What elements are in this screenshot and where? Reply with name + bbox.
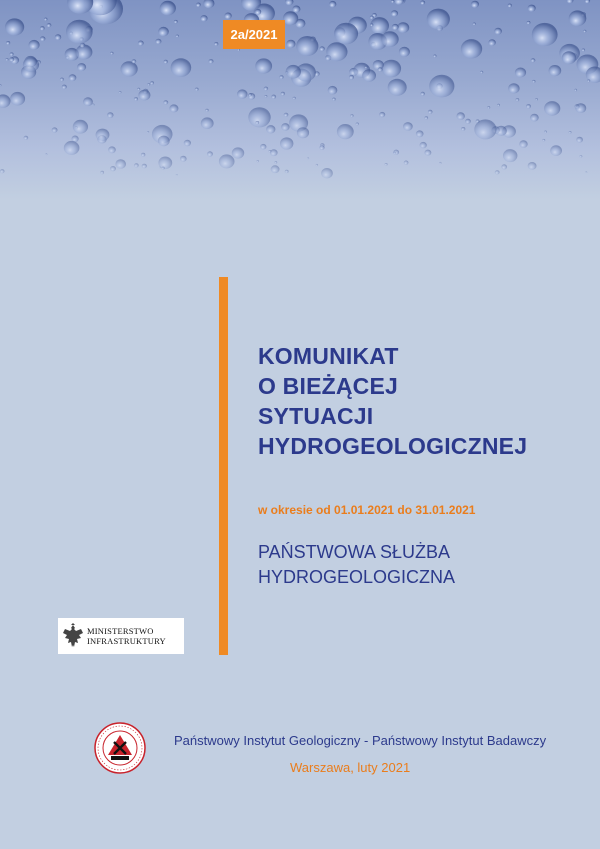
water-droplet bbox=[134, 97, 138, 101]
water-droplet bbox=[416, 130, 424, 137]
water-droplet bbox=[9, 57, 14, 61]
water-droplet bbox=[5, 18, 24, 35]
water-droplet bbox=[391, 0, 394, 3]
water-droplet bbox=[0, 169, 5, 173]
water-droplet bbox=[219, 154, 235, 168]
water-droplet bbox=[394, 0, 404, 5]
water-droplet bbox=[587, 79, 590, 82]
orange-accent-bar bbox=[219, 277, 228, 655]
water-droplet bbox=[385, 163, 388, 166]
water-droplet bbox=[174, 20, 178, 23]
water-droplet bbox=[574, 89, 577, 92]
water-droplet bbox=[203, 0, 214, 8]
water-droplet bbox=[232, 147, 244, 158]
water-droplet bbox=[286, 40, 295, 48]
water-droplet bbox=[519, 140, 527, 148]
water-droplet bbox=[495, 170, 500, 174]
water-droplet bbox=[544, 101, 560, 116]
water-droplet bbox=[195, 88, 199, 91]
water-droplet bbox=[532, 80, 535, 83]
water-droplet bbox=[370, 16, 374, 20]
water-droplet bbox=[429, 75, 454, 98]
water-droplet bbox=[425, 116, 429, 119]
water-droplet bbox=[160, 1, 176, 16]
water-droplet bbox=[214, 42, 218, 46]
water-droplet bbox=[269, 150, 272, 152]
report-title bbox=[258, 341, 527, 461]
water-droplet bbox=[115, 159, 126, 169]
water-droplet bbox=[528, 5, 536, 12]
water-droplet bbox=[420, 142, 427, 148]
water-droplets-banner bbox=[0, 0, 600, 200]
water-droplet bbox=[350, 114, 353, 117]
ministry-line: MINISTERSTWO bbox=[87, 626, 154, 636]
water-droplet bbox=[404, 161, 409, 165]
water-droplet bbox=[45, 153, 47, 155]
water-droplet bbox=[421, 92, 425, 96]
water-droplet bbox=[457, 112, 465, 120]
water-droplet bbox=[0, 84, 1, 86]
title-line: HYDROGEOLOGICZNEJ bbox=[258, 433, 528, 459]
reporting-period: w okresie od 01.01.2021 do 31.01.2021 bbox=[258, 503, 476, 517]
water-droplet bbox=[209, 59, 214, 63]
water-droplet bbox=[370, 23, 373, 26]
water-droplet bbox=[132, 59, 137, 63]
water-droplet bbox=[150, 81, 154, 84]
water-droplet bbox=[329, 1, 336, 8]
water-droplet bbox=[138, 90, 150, 101]
water-droplet bbox=[5, 58, 8, 61]
water-droplet bbox=[24, 136, 29, 140]
water-droplet bbox=[461, 127, 465, 131]
water-droplet bbox=[164, 60, 168, 64]
water-droplet bbox=[158, 136, 170, 147]
water-droplet bbox=[392, 24, 399, 30]
water-droplet bbox=[582, 49, 585, 52]
water-droplet bbox=[55, 34, 61, 40]
issue-number-badge: 2a/2021 bbox=[223, 20, 285, 49]
water-droplet bbox=[255, 58, 272, 73]
water-droplet bbox=[326, 42, 347, 61]
place-and-date: Warszawa, luty 2021 bbox=[290, 760, 411, 775]
water-droplet bbox=[585, 171, 587, 173]
water-droplet bbox=[110, 166, 116, 171]
water-droplet bbox=[488, 39, 495, 46]
water-droplet bbox=[527, 21, 531, 24]
water-droplet bbox=[497, 104, 500, 107]
water-droplet bbox=[108, 146, 116, 153]
water-droplet bbox=[425, 150, 432, 156]
water-droplet bbox=[176, 174, 178, 176]
water-droplet bbox=[362, 69, 376, 81]
water-droplet bbox=[271, 95, 276, 99]
water-droplet bbox=[562, 51, 576, 64]
water-droplet bbox=[550, 145, 562, 156]
water-droplet bbox=[265, 95, 268, 97]
water-droplet bbox=[163, 100, 168, 104]
water-droplet bbox=[137, 88, 140, 91]
water-droplet bbox=[569, 131, 572, 134]
water-droplet bbox=[176, 35, 179, 38]
water-droplet bbox=[284, 113, 289, 117]
water-droplet bbox=[535, 98, 538, 100]
water-droplet bbox=[134, 163, 139, 167]
water-droplet bbox=[69, 74, 77, 81]
water-droplet bbox=[40, 36, 45, 41]
droplets-illustration bbox=[0, 0, 600, 200]
water-droplet bbox=[356, 123, 359, 126]
water-droplet bbox=[393, 152, 396, 154]
water-droplet bbox=[332, 98, 336, 101]
water-droplet bbox=[248, 107, 270, 127]
water-droplet bbox=[420, 1, 425, 5]
water-droplet bbox=[515, 68, 526, 78]
water-droplet bbox=[382, 60, 401, 78]
ministry-logo bbox=[58, 618, 184, 654]
water-droplet bbox=[96, 129, 110, 141]
water-droplet bbox=[158, 157, 172, 170]
eagle-emblem-icon bbox=[62, 623, 84, 649]
water-droplet bbox=[292, 6, 300, 13]
water-droplet bbox=[480, 71, 483, 74]
water-droplet bbox=[532, 23, 558, 46]
water-droplet bbox=[205, 109, 208, 112]
water-droplet bbox=[501, 164, 507, 169]
water-droplet bbox=[473, 23, 476, 26]
water-droplet bbox=[77, 63, 86, 71]
water-droplet bbox=[297, 127, 309, 138]
water-droplet bbox=[10, 92, 25, 106]
water-droplet bbox=[349, 75, 354, 80]
water-droplet bbox=[439, 162, 441, 164]
water-droplet bbox=[100, 171, 104, 174]
water-droplet bbox=[0, 94, 11, 107]
water-droplet bbox=[285, 0, 293, 5]
water-droplet bbox=[180, 156, 187, 162]
water-droplet bbox=[321, 168, 333, 178]
service-name bbox=[258, 540, 455, 590]
water-droplet bbox=[542, 139, 545, 141]
water-droplet bbox=[52, 127, 58, 132]
water-droplet bbox=[433, 55, 436, 58]
water-droplet bbox=[337, 124, 354, 139]
water-droplet bbox=[24, 56, 37, 67]
water-droplet bbox=[296, 36, 318, 56]
water-droplet bbox=[428, 110, 433, 114]
water-droplet bbox=[29, 40, 40, 50]
water-droplet bbox=[158, 27, 169, 37]
water-droplet bbox=[66, 20, 93, 44]
water-droplet bbox=[307, 157, 309, 159]
institute-name: Państwowy Instytut Geologiczny - Państwowy Instytut Badawczy bbox=[174, 733, 547, 748]
water-droplet bbox=[403, 122, 413, 131]
water-droplet bbox=[207, 151, 213, 156]
water-droplet bbox=[285, 170, 289, 173]
water-droplet bbox=[138, 41, 144, 46]
title-line: KOMUNIKAT bbox=[258, 343, 399, 369]
water-droplet bbox=[283, 11, 298, 25]
water-droplet bbox=[378, 67, 383, 71]
water-droplet bbox=[487, 106, 490, 109]
water-droplet bbox=[121, 61, 138, 76]
water-droplet bbox=[119, 91, 122, 93]
water-droplet bbox=[530, 114, 539, 122]
water-droplet bbox=[379, 112, 385, 117]
water-droplet bbox=[397, 22, 409, 33]
water-droplet bbox=[471, 1, 479, 8]
water-droplet bbox=[381, 31, 398, 47]
water-droplet bbox=[107, 112, 113, 118]
water-droplet bbox=[237, 89, 247, 98]
water-droplet bbox=[286, 65, 301, 79]
water-droplet bbox=[196, 3, 201, 7]
water-droplet bbox=[83, 97, 93, 106]
water-droplet bbox=[508, 83, 519, 93]
water-droplet bbox=[583, 30, 586, 33]
water-droplet bbox=[495, 126, 506, 136]
water-droplet bbox=[494, 28, 502, 35]
water-droplet bbox=[528, 162, 537, 170]
water-droplet bbox=[474, 119, 496, 139]
water-droplet bbox=[293, 97, 296, 100]
pig-pib-seal-logo bbox=[94, 722, 146, 774]
water-droplet bbox=[110, 52, 113, 55]
water-droplet bbox=[399, 47, 410, 57]
water-droplet bbox=[171, 58, 192, 77]
water-droplet bbox=[44, 18, 47, 21]
water-droplet bbox=[260, 144, 266, 150]
water-droplet bbox=[142, 164, 147, 169]
water-droplet bbox=[334, 23, 358, 45]
water-droplet bbox=[391, 10, 398, 16]
water-droplet bbox=[508, 4, 512, 8]
water-droplet bbox=[549, 65, 562, 76]
water-droplet bbox=[281, 123, 289, 131]
water-droplet bbox=[264, 87, 268, 91]
water-droplet bbox=[274, 161, 277, 164]
water-droplet bbox=[6, 41, 10, 45]
water-droplet bbox=[64, 141, 80, 155]
water-droplet bbox=[255, 121, 259, 124]
water-droplet bbox=[531, 58, 536, 62]
water-droplet bbox=[169, 104, 178, 112]
water-droplet bbox=[184, 140, 191, 146]
water-droplet bbox=[200, 15, 207, 21]
water-droplet bbox=[62, 85, 67, 90]
ministry-name bbox=[87, 626, 166, 646]
water-droplet bbox=[575, 103, 586, 113]
water-droplet bbox=[47, 23, 52, 27]
water-droplet bbox=[279, 75, 283, 79]
water-droplet bbox=[155, 39, 161, 44]
water-droplet bbox=[271, 165, 280, 173]
water-droplet bbox=[60, 78, 64, 82]
water-droplet bbox=[526, 104, 531, 108]
water-droplet bbox=[465, 119, 471, 124]
title-line: O BIEŻĄCEJ bbox=[258, 373, 399, 399]
water-droplet bbox=[461, 39, 482, 58]
service-line: HYDROGEOLOGICZNA bbox=[258, 567, 456, 587]
title-line: SYTUACJI bbox=[258, 403, 374, 429]
water-droplet bbox=[248, 93, 251, 96]
ministry-line: INFRASTRUKTURY bbox=[87, 636, 166, 646]
water-droplet bbox=[73, 120, 88, 134]
water-droplet bbox=[576, 137, 583, 143]
water-droplet bbox=[281, 92, 285, 96]
water-droplet bbox=[580, 155, 583, 157]
water-droplet bbox=[388, 79, 407, 96]
water-droplet bbox=[10, 52, 14, 56]
water-droplet bbox=[141, 153, 145, 157]
water-droplet bbox=[544, 131, 547, 134]
water-droplet bbox=[162, 167, 165, 170]
service-line: PAŃSTWOWA SŁUŻBA bbox=[258, 542, 451, 562]
water-droplet bbox=[427, 9, 450, 30]
water-droplet bbox=[328, 86, 338, 95]
water-droplet bbox=[280, 137, 293, 149]
water-droplet bbox=[147, 131, 149, 133]
water-droplet bbox=[567, 0, 574, 3]
water-droplet bbox=[585, 0, 590, 3]
water-droplet bbox=[270, 149, 278, 156]
water-droplet bbox=[319, 145, 324, 150]
water-droplet bbox=[516, 98, 520, 101]
water-droplet bbox=[503, 149, 517, 162]
water-droplet bbox=[147, 83, 150, 85]
water-droplet bbox=[92, 104, 95, 106]
water-droplet bbox=[40, 26, 45, 30]
water-droplet bbox=[266, 125, 275, 133]
water-droplet bbox=[224, 13, 231, 20]
water-droplet bbox=[319, 46, 324, 51]
water-droplet bbox=[316, 164, 318, 166]
water-droplet bbox=[257, 160, 259, 162]
water-droplet bbox=[365, 66, 368, 69]
water-droplet bbox=[569, 10, 587, 26]
water-droplet bbox=[201, 117, 214, 129]
